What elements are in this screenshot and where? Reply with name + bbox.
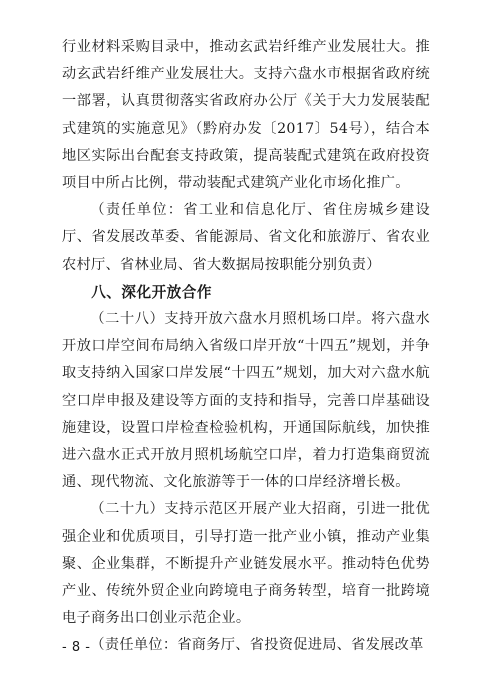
document-body [62, 34, 430, 660]
paragraph-item-28-airport-port: （二十八）支持开放六盘水月照机场口岸。将六盘水开放口岸空间布局纳入省级口岸开放“十四五”规划，并争取支持纳入国家口岸发展“十四五”规划，加大对六盘水航空口岸申报及建设等方面的支持和指导，完善口岸基础设施建设，设置口岸检查检验机构，开通国际航线，加快推进六盘水正式开放月照机场航空口岸，着力打造集商贸流通、现代物流、文化旅游等于一体的口岸经济增长极。 [62, 311, 430, 491]
paragraph-item-29-investment: （二十九）支持示范区开展产业大招商，引进一批优强企业和优质项目，引导打造一批产业小镇，推动产业集聚、企业集群，不断提升产业链发展水平。推动特色优势产业、传统外贸企业向跨境电子商务转型，培育一批跨境电子商务出口创业示范企业。 [62, 501, 430, 627]
paragraph-building-materials: 行业材料采购目录中，推动玄武岩纤维产业发展壮大。推动玄武岩纤维产业发展壮大。支持六盘水市根据省政府统一部署，认真贯彻落实省政府办公厅《关于大力发展装配式建筑的实施意见》（黔府办发〔2017〕54号），结合本地区实际出台配套支持政策，提高装配式建筑在政府投资项目中所占比例，带动装配式建筑产业化市场化推广。 [62, 39, 430, 192]
responsible-units-note-2: （责任单位：省商务厅、省投资促进局、省发展改革 [90, 637, 424, 654]
section-heading-opening-cooperation: 八、深化开放合作 [91, 283, 212, 301]
page-number: - 8 - [62, 640, 91, 655]
responsible-units-note: （责任单位：省工业和信息化厅、省住房城乡建设厅、省发展改革委、省能源局、省文化和旅游厅、省农业农村厅、省林业局、省大数据局按职能分别负责） [62, 202, 430, 273]
